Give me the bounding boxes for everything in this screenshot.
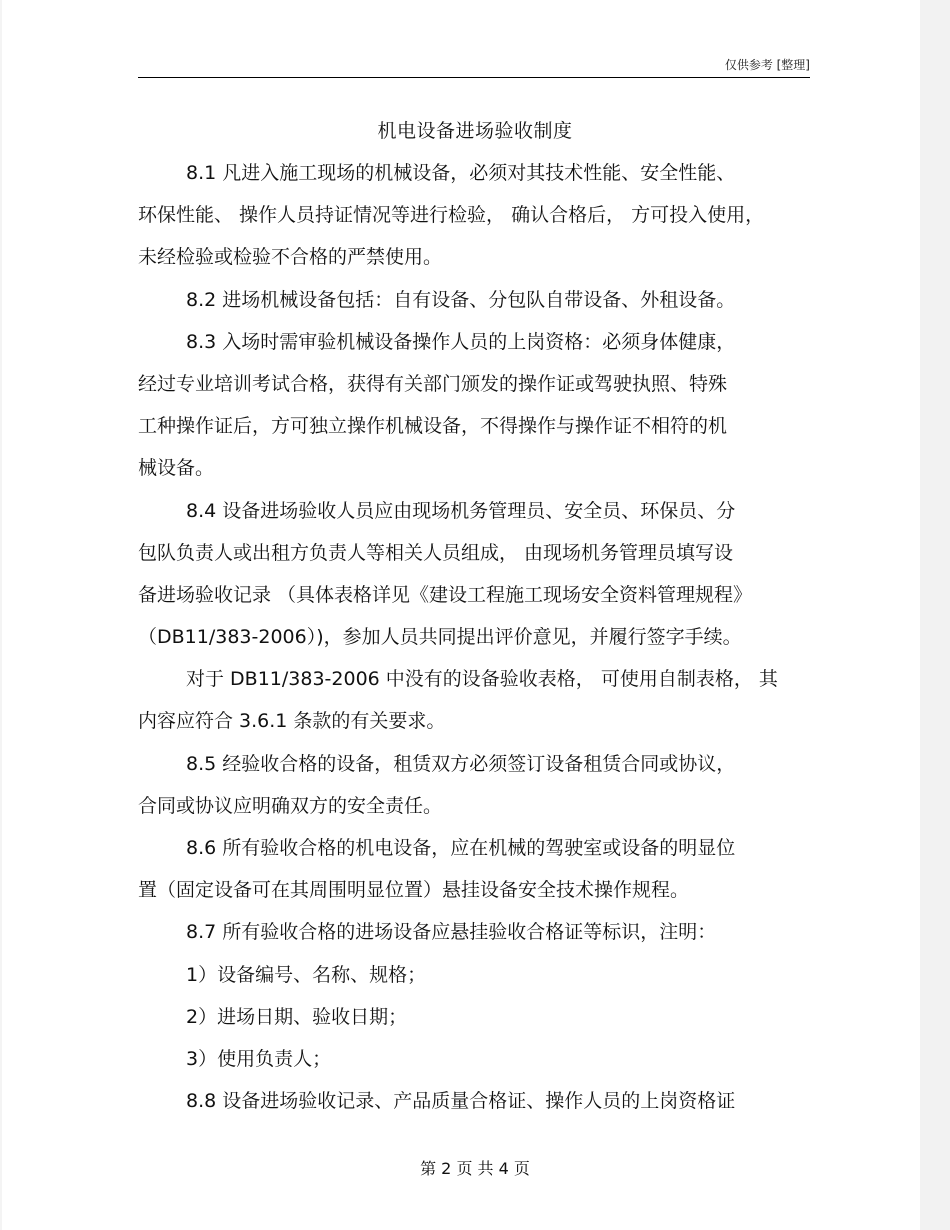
body-line: 合同或协议应明确双方的安全责任。 — [138, 794, 443, 817]
header-note: 仅供参考 [整理] — [724, 58, 810, 72]
body-line: （DB11/383-2006）)，参加人员共同提出评价意见，并履行签字手续。 — [138, 626, 742, 649]
page-right-margin — [920, 0, 950, 1230]
body-line: 经过专业培训考试合格，获得有关部门颁发的操作证或驾驶执照、特殊 — [138, 372, 728, 395]
body-line: 械设备。 — [138, 457, 215, 480]
body-line: 8.4 设备进场验收人员应由现场机务管理员、安全员、环保员、分 — [186, 499, 736, 522]
document-body — [138, 157, 810, 1127]
body-line: 工种操作证后，方可独立操作机械设备，不得操作与操作证不相符的机 — [138, 415, 728, 438]
body-line: 3）使用负责人； — [186, 1047, 332, 1070]
page-left-edge — [0, 0, 2, 1230]
document-title: 机电设备进场验收制度 — [377, 120, 573, 142]
body-line: 8.2 进场机械设备包括：自有设备、分包队自带设备、外租设备。 — [186, 288, 736, 311]
body-line: 对于 DB11/383-2006 中没有的设备验收表格， 可使用自制表格， 其 — [186, 668, 778, 691]
body-line: 8.3 入场时需审验机械设备操作人员的上岗资格：必须身体健康， — [186, 330, 736, 353]
header-rule — [138, 77, 810, 78]
body-line: 置（固定设备可在其周围明显位置）悬挂设备安全技术操作规程。 — [138, 879, 690, 902]
body-line: 8.8 设备进场验收记录、产品质量合格证、操作人员的上岗资格证 — [186, 1090, 736, 1113]
body-line: 内容应符合 3.6.1 条款的有关要求。 — [138, 710, 446, 733]
body-line: 未经检验或检验不合格的严禁使用。 — [138, 246, 443, 269]
page-footer: 第 2 页 共 4 页 — [420, 1159, 530, 1178]
body-line: 1）设备编号、名称、规格； — [186, 963, 427, 986]
body-line: 8.6 所有验收合格的机电设备，应在机械的驾驶室或设备的明显位 — [186, 837, 736, 859]
body-line: 包队负责人或出租方负责人等相关人员组成， 由现场机务管理员填写设 — [138, 541, 734, 564]
body-line: 环保性能、 操作人员持证情况等进行检验， 确认合格后， 方可投入使用， — [138, 204, 765, 227]
body-line: 8.7 所有验收合格的进场设备应悬挂验收合格证等标识，注明： — [186, 921, 717, 944]
body-line: 2）进场日期、验收日期； — [186, 1005, 408, 1028]
body-line: 8.5 经验收合格的设备，租赁双方必须签订设备租赁合同或协议， — [186, 752, 736, 775]
body-line: 备进场验收记录 （具体表格详见《建设工程施工现场安全资料管理规程》 — [138, 583, 753, 606]
body-line: 8.1 凡进入施工现场的机械设备，必须对其技术性能、安全性能、 — [186, 162, 736, 184]
